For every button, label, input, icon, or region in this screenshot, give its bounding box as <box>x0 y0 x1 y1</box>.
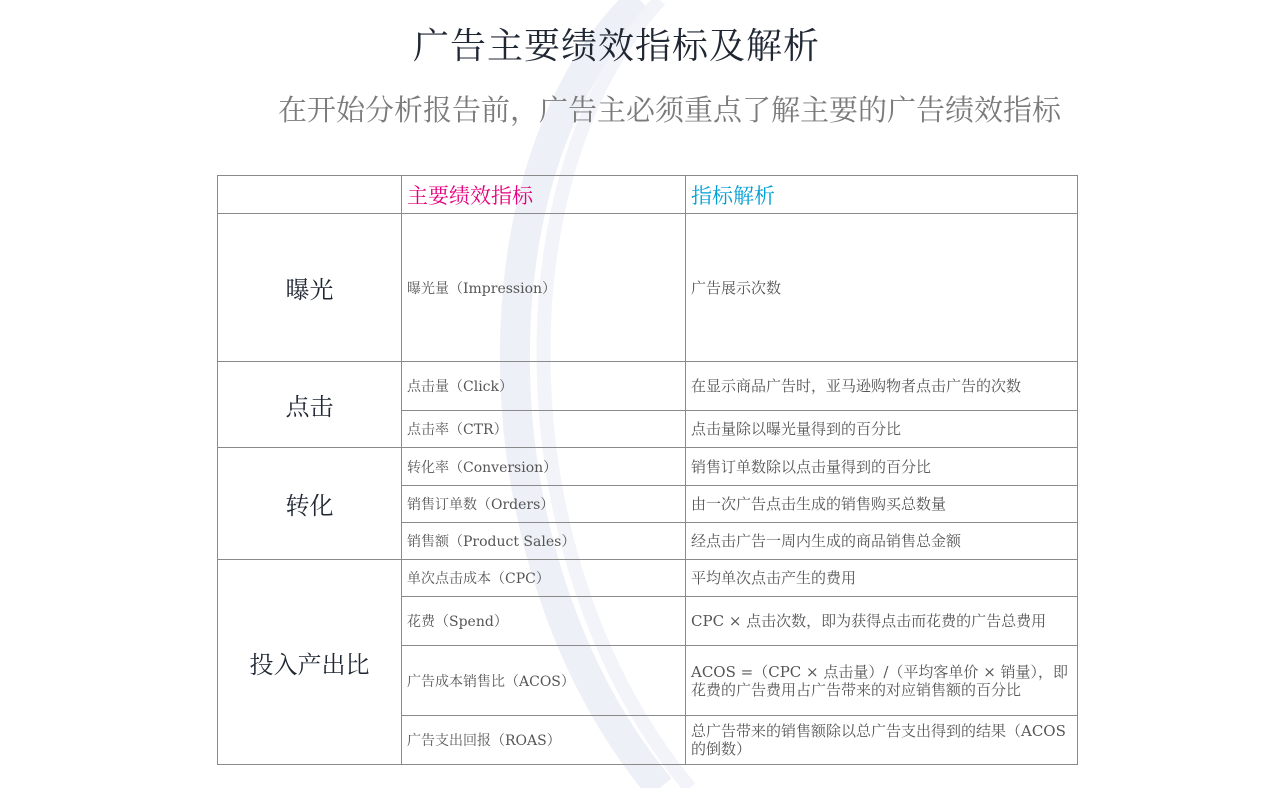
metric-cell: 广告支出回报（ROAS） <box>402 716 686 765</box>
metric-cell: 销售订单数（Orders） <box>402 486 686 523</box>
header-metric: 主要绩效指标 <box>402 176 686 214</box>
metric-cell: 销售额（Product Sales） <box>402 523 686 560</box>
category-roi: 投入产出比 <box>218 560 402 765</box>
desc-cell: 广告展示次数 <box>686 214 1078 362</box>
table-row <box>218 214 1078 362</box>
desc-cell: 由一次广告点击生成的销售购买总数量 <box>686 486 1078 523</box>
desc-cell: 平均单次点击产生的费用 <box>686 560 1078 597</box>
metric-cell: 单次点击成本（CPC） <box>402 560 686 597</box>
category-conversion: 转化 <box>218 448 402 560</box>
page-title: 广告主要绩效指标及解析 <box>413 26 821 67</box>
metric-cell: 花费（Spend） <box>402 597 686 646</box>
table-row <box>218 362 1078 411</box>
header-explanation: 指标解析 <box>686 176 1078 214</box>
header-blank-cell <box>218 176 402 214</box>
page-subtitle: 在开始分析报告前，广告主必须重点了解主要的广告绩效指标 <box>278 93 1062 127</box>
metric-cell: 点击量（Click） <box>402 362 686 411</box>
table-row <box>218 448 1078 486</box>
desc-cell: 销售订单数除以点击量得到的百分比 <box>686 448 1078 486</box>
metrics-table <box>217 175 1078 765</box>
metric-cell: 转化率（Conversion） <box>402 448 686 486</box>
metric-cell: 点击率（CTR） <box>402 411 686 448</box>
metric-cell: 曝光量（Impression） <box>402 214 686 362</box>
category-impression: 曝光 <box>218 214 402 362</box>
metric-cell: 广告成本销售比（ACOS） <box>402 646 686 716</box>
desc-cell: 在显示商品广告时，亚马逊购物者点击广告的次数 <box>686 362 1078 411</box>
desc-cell: 总广告带来的销售额除以总广告支出得到的结果（ACOS 的倒数） <box>686 716 1078 765</box>
table-row <box>218 560 1078 597</box>
desc-cell: 经点击广告一周内生成的商品销售总金额 <box>686 523 1078 560</box>
category-click: 点击 <box>218 362 402 448</box>
desc-cell: CPC × 点击次数，即为获得点击而花费的广告总费用 <box>686 597 1078 646</box>
desc-cell: 点击量除以曝光量得到的百分比 <box>686 411 1078 448</box>
table-header-row <box>218 176 1078 214</box>
desc-cell: ACOS =（CPC × 点击量）/（平均客单价 × 销量），即花费的广告费用占广告带来的对应销售额的百分比 <box>686 646 1078 716</box>
